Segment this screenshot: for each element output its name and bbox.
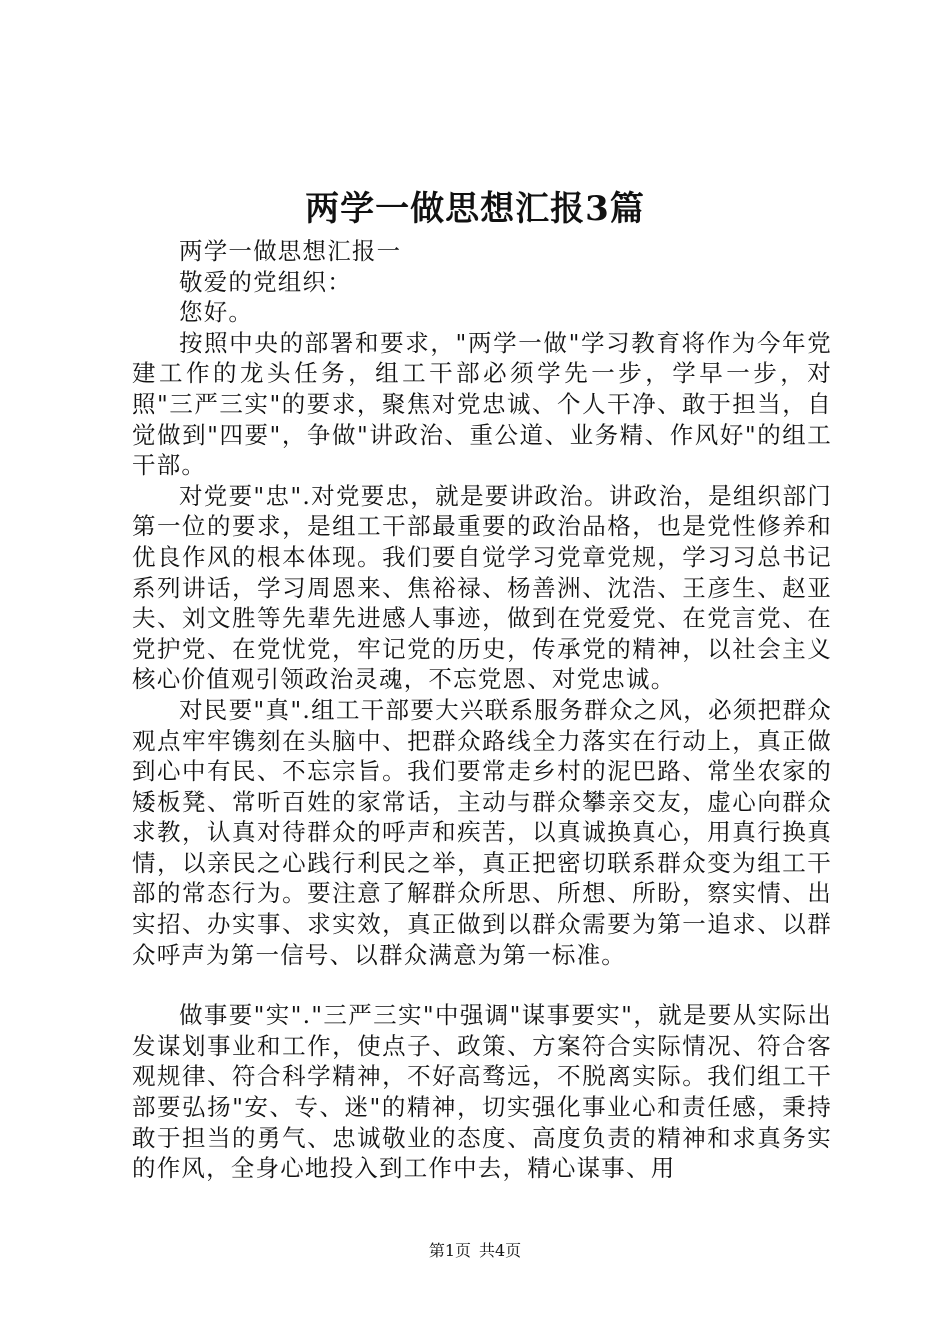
paragraph-practical-work: 做事要"实"."三严三实"中强调"谋事要实"，就是要从实际出发谋划事业和工作，使点子、政策、方案符合实际情况、符合客观规律、符合科学精神，不好高骛远，不脱离实际。我们组工干部要弘扬"安、专、迷"的精神，切实强化事业心和责任感，秉持敢于担当的勇气、忠诚敬业的态度、高度负责的精神和求真务实的作风，全身心地投入到工作中去，精心谋事、用 [132,1001,832,1183]
document-body [132,236,832,1184]
page-footer [0,1240,950,1262]
paragraph-loyal-to-party: 对党要"忠".对党要忠，就是要讲政治。讲政治，是组织部门第一位的要求，是组工干部最重要的政治品格，也是党性修养和优良作风的根本体现。我们要自觉学习党章党规，学习习总书记系列讲话，学习周恩来、焦裕禄、杨善洲、沈浩、王彦生、赵亚夫、刘文胜等先辈先进感人事迹，做到在党爱党、在党言党、在党护党、在党忧党，牢记党的历史，传承党的精神，以社会主义核心价值观引领政治灵魂，不忘党恩、对党忠诚。 [132,481,832,694]
paragraph-sincere-to-people: 对民要"真".组工干部要大兴联系服务群众之风，必须把群众观点牢牢镌刻在头脑中、把群众路线全力落实在行动上，真正做到心中有民、不忘宗旨。我们要常走乡村的泥巴路、常坐农家的矮板凳、常听百姓的家常话，主动与群众攀亲交友，虚心向群众求教，认真对待群众的呼声和疾苦，以真诚换真心，用真行换真情，以亲民之心践行利民之举，真正把密切联系群众变为组工干部的常态行为。要注意了解群众所思、所想、所盼，察实情、出实招、办实事、求实效，真正做到以群众需要为第一追求、以群众呼声为第一信号、以群众满意为第一标准。 [132,695,832,969]
document-title: 两学一做思想汇报3篇 [305,189,645,229]
page-number-total: 共4页 [479,1241,522,1260]
paragraph-salutation: 敬爱的党组织： [179,267,352,296]
paragraph-heading: 两学一做思想汇报一 [179,237,402,265]
paragraph-greeting: 您好。 [179,298,254,327]
page-number-current: 第1页 [428,1241,471,1260]
paragraph-intro: 按照中央的部署和要求，"两学一做"学习教育将作为今年党建工作的龙头任务，组工干部必须学先一步，学早一步，对照"三严三实"的要求，聚焦对党忠诚、个人干净、敢于担当，自觉做到"四要"，争做"讲政治、重公道、业务精、作风好"的组工干部。 [132,328,832,480]
